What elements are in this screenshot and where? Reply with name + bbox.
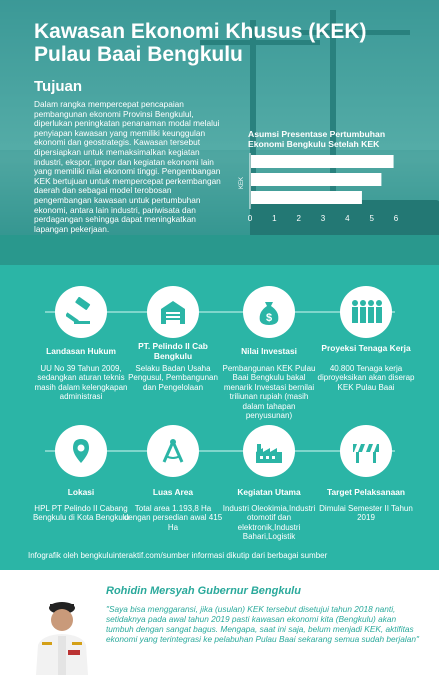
item-title-investasi: Nilai Investasi bbox=[241, 346, 297, 356]
workers-icon bbox=[340, 286, 392, 338]
item-text-pelindo: Selaku Badan Usaha Pengusul, Pembangunan dan Pengelolaan bbox=[128, 364, 218, 392]
tujuan-text: Dalam rangka mempercepat pencapaian pembangunan ekonomi Provinsi Bengkulul, diperlukan peningkatan penanaman modal melalui penyiapan kawasan yang memiliki keunggulan ekonomi dan geostrategis. Kawasan tersebut dipersiapkan untuk memaksimalkan kegiatan industri, ekspor, impor dan kegiatan ekonomi lain yang memiliki nilai ekonomi tinggi. Pengembangan KEK bertujuan untuk mempercepat perkembangan daerah dan sebagai model terobosan pengembangan kawasan untuk pertumbuhan ekonomi, antara lain industri, pariwisata dan perdagangan sehingga dapat meningkatkan lapangan pekerjaan. bbox=[34, 99, 221, 234]
item-text-tenaga: 40.800 Tenaga kerja diproyeksikan akan diserap KEK Pulau Baai bbox=[317, 364, 415, 392]
item-title-luas: Luas Area bbox=[152, 487, 194, 497]
item-text-investasi: Pembangunan KEK Pulau Baai Bengkulu bakal menarik Investasi bernilai triliunan rupiah (masih dalam tahapan penyusunan) bbox=[222, 364, 316, 421]
growth-chart bbox=[236, 150, 406, 235]
item-text-landasan: UU No 39 Tahun 2009, sedangkan aturan teknis masih dalam kelengkapan administrasi bbox=[34, 364, 128, 402]
item-text-lokasi: HPL PT Pelindo II Cabang Bengkulu di Kota Bengkulu bbox=[32, 504, 130, 523]
avatar bbox=[28, 590, 96, 675]
chart-tick-label: 4 bbox=[345, 214, 350, 223]
money-bag-icon bbox=[243, 286, 295, 338]
item-text-luas: Total area 1.193,8 Ha dengan persedian awal 415 Ha bbox=[123, 504, 223, 532]
compass-icon bbox=[147, 425, 199, 477]
chart-bar bbox=[251, 173, 381, 186]
chart-tick-label: 3 bbox=[320, 214, 326, 223]
svg-text:$: $ bbox=[265, 312, 273, 324]
chart-bar bbox=[251, 191, 362, 204]
item-title-pelindo: PT. Pelindo II Cab Bengkulu bbox=[138, 341, 208, 361]
item-title-kegiatan: Kegiatan Utama bbox=[237, 487, 301, 497]
quote-text: "Saya bisa menggaransi, jika (usulan) KEK tersebut disetujui tahun 2018 nanti, setidaknya pada awal tahun 2019 pasti kawasan ekonomi kita (Bengkulu) akan tumbuh dengan sangat bagus. Mengapa, saat ini saja, belum menjadi KEK, aktifitas ekonomi yang terintegrasi ke pelabuhan Pulau Baai sekarang semua sudah berjalan" bbox=[106, 604, 419, 644]
chart-bar bbox=[251, 155, 394, 168]
item-title-landasan: Landasan Hukum bbox=[46, 346, 116, 356]
item-text-kegiatan: Industri Oleokimia,Industri otomotif dan elektronik,Industri Bahari,Logistik bbox=[222, 504, 316, 542]
item-title-target: Target Pelaksanaan bbox=[326, 487, 406, 497]
gavel-icon bbox=[55, 286, 107, 338]
page-title: Kawasan Ekonomi Khusus (KEK) Pulau Baai Bengkulu bbox=[34, 20, 367, 66]
chart-tick-label: 6 bbox=[393, 214, 399, 223]
quote-author: Rohidin Mersyah Gubernur Bengkulu bbox=[106, 585, 301, 597]
credit-text: Infografik oleh bengkuluinteraktif.com/sumber informasi dikutip dari berbagai sumber bbox=[28, 551, 328, 560]
tujuan-heading: Tujuan bbox=[34, 78, 83, 95]
chart-ylabel: KEK bbox=[239, 176, 245, 190]
factory-icon bbox=[243, 425, 295, 477]
barrier-icon bbox=[340, 425, 392, 477]
item-title-lokasi: Lokasi bbox=[67, 487, 95, 497]
chart-title: Asumsi Presentase Pertumbuhan Ekonomi Bengkulu Setelah KEK bbox=[248, 129, 386, 149]
chart-tick-label: 0 bbox=[247, 214, 253, 223]
item-title-tenaga: Proyeksi Tenaga Kerja bbox=[321, 343, 411, 353]
chart-tick-label: 5 bbox=[369, 214, 374, 223]
map-pin-icon bbox=[55, 425, 107, 477]
warehouse-icon bbox=[147, 286, 199, 338]
chart-tick-label: 2 bbox=[296, 214, 301, 223]
chart-tick-label: 1 bbox=[272, 214, 277, 223]
item-text-target: Dimulai Semester II Tahun 2019 bbox=[319, 504, 413, 523]
